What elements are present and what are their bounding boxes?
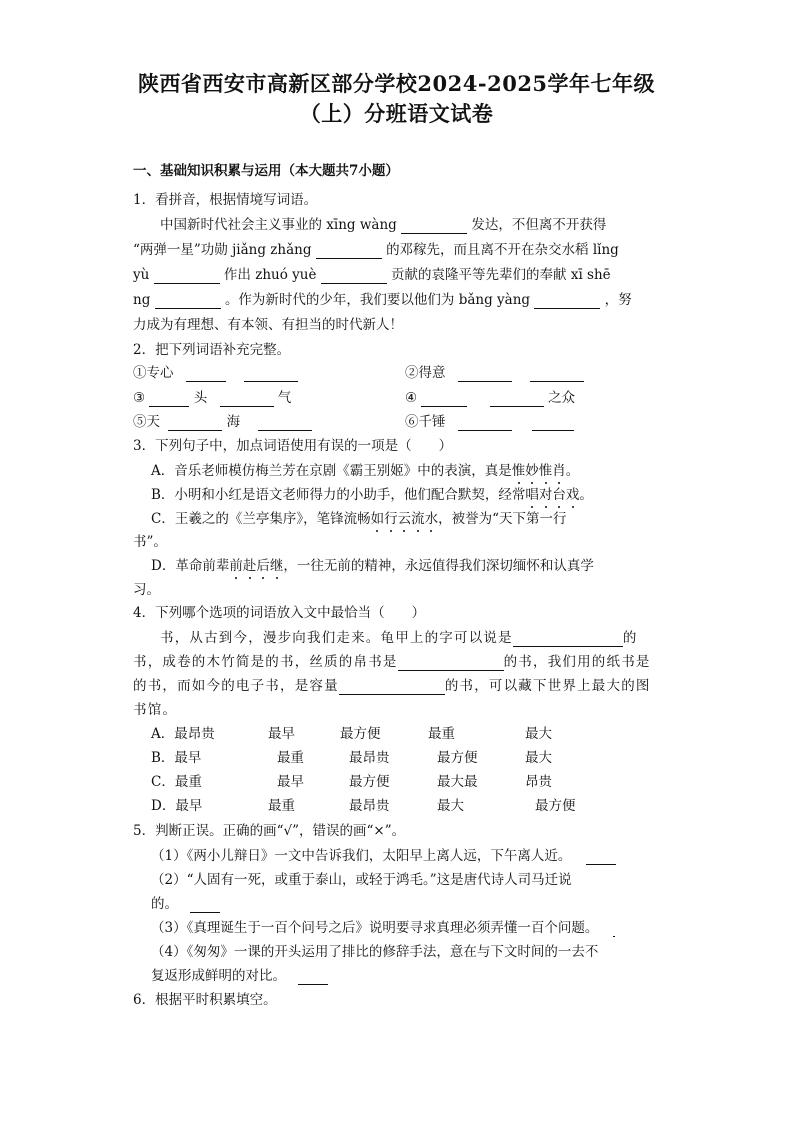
q5-stem: 5．判断正误。正确的画“√”，错误的画“×”。: [133, 823, 406, 839]
q4-option-word: 最昂贵: [349, 798, 390, 814]
q1-text: yù: [133, 267, 150, 283]
q2-label: 气: [277, 390, 292, 406]
q2-label: ④: [405, 390, 418, 406]
q4-option-word: 最方便: [340, 726, 381, 742]
q1-blank-xingwang[interactable]: [401, 219, 467, 234]
q1-text: ，努: [604, 292, 632, 308]
q1-blank-lingyu[interactable]: [154, 269, 220, 284]
q2-blank[interactable]: [530, 367, 584, 382]
page-title-line-2: （上）分班语文试卷: [299, 101, 494, 126]
q4-option-word: 最大: [437, 798, 464, 814]
q2-label: 头: [193, 390, 208, 406]
q2-label: ③: [133, 390, 146, 406]
q5-answer-blank-4[interactable]: [298, 970, 328, 985]
q5-statement-2: （2）“人固有一死，或重于泰山，或轻于鸿毛。”这是唐代诗人司马迁说: [151, 872, 572, 888]
q2-blank[interactable]: [186, 367, 226, 382]
q4-option-word: 最方便: [437, 750, 478, 766]
q2-item-3: [133, 389, 291, 407]
q1-line-4: [133, 291, 632, 309]
q2-blank[interactable]: [258, 416, 312, 431]
q4-option-word: 最大: [525, 750, 552, 766]
q2-item-5: [133, 413, 312, 431]
q2-label: ⑤天: [133, 414, 160, 430]
q1-text: 中国新时代社会主义事业的 xīng wàng: [160, 217, 397, 233]
q4-option-word: 最昂贵: [349, 750, 390, 766]
q2-blank[interactable]: [244, 367, 298, 382]
q1-text: 。作为新时代的少年，我们要以他们为 bǎng yàng: [224, 292, 531, 308]
q4-blank-3[interactable]: [339, 680, 445, 695]
passage-text: 书，从古到今，漫步向我们走来。龟甲上的字可以说是: [160, 630, 513, 646]
passage-text: 的书，而如今的电子书，是容量: [133, 678, 339, 694]
q3-option-d[interactable]: [151, 557, 594, 575]
q2-blank[interactable]: [458, 416, 512, 431]
q1-text: 贡献的袁隆平等先辈们的奉献 xī shē: [391, 267, 611, 283]
q4-option-word: 最早: [268, 726, 295, 742]
q5-answer-blank-1[interactable]: [586, 850, 616, 865]
q4-option-word: 最重: [268, 798, 295, 814]
statement-text: （1）《两小儿辩日》一文中告诉我们，太阳早上离人远，下午离人近。: [151, 848, 572, 864]
q5-statement-1: [151, 847, 616, 865]
dotted-phrase: 如行云流水: [370, 511, 439, 527]
q4-option-word: 最重: [428, 726, 455, 742]
q5-statement-2-cont: [151, 895, 220, 913]
q5-answer-blank-2[interactable]: [190, 898, 220, 913]
q1-blank-bangyang[interactable]: [534, 294, 600, 309]
q2-item-4: [405, 389, 575, 407]
q4-option-label[interactable]: C．最重: [151, 774, 202, 790]
option-text: D．革命前辈: [151, 558, 230, 574]
q6-stem: 6．根据平时积累填空。: [133, 992, 277, 1008]
q3-option-d-cont: 习。: [133, 582, 160, 598]
passage-text: 的书，可以藏下世界上最大的图: [444, 678, 651, 694]
option-text: 。: [579, 487, 593, 503]
q4-option-label[interactable]: B．最早: [151, 750, 202, 766]
statement-text: 复返形成鲜明的对比。: [151, 968, 286, 984]
q3-stem: 3．下列句子中，加点词语使用有误的一项是（ ）: [133, 438, 453, 454]
q4-option-word: 最重: [277, 750, 304, 766]
q4-option-word: 最方便: [349, 774, 390, 790]
q3-option-b[interactable]: [151, 486, 593, 504]
q1-line-1: [160, 216, 606, 234]
q5-statement-4: （4）《匆匆》一课的开头运用了排比的修辞手法，意在与下文时间的一去不: [151, 944, 599, 960]
q2-label: ①专心: [133, 365, 174, 381]
option-text: ，一往无前的精神，永远值得我们深切缅怀和认真学: [283, 558, 594, 574]
option-text: ，被誉为“天下第一行: [438, 511, 567, 527]
dotted-phrase: 前赴后继: [229, 558, 284, 574]
option-text: 。: [565, 463, 580, 479]
option-text: A．音乐老师模仿梅兰芳在京剧《霸王别姬》中的表演，真是: [151, 463, 512, 479]
q4-option-label[interactable]: A．最昂贵: [151, 726, 215, 742]
q4-option-label[interactable]: D．最早: [151, 798, 203, 814]
q2-blank[interactable]: [168, 416, 222, 431]
q2-item-6: [405, 413, 574, 431]
q2-label: 海: [226, 414, 241, 430]
statement-text: 的。: [151, 896, 178, 912]
passage-text: 书，成卷的木竹简是的书，丝质的帛书是: [133, 654, 398, 670]
q2-label: ⑥千锤: [405, 414, 446, 430]
q1-blank-jiangzhang[interactable]: [316, 244, 382, 259]
q4-passage-line-3: [133, 677, 651, 695]
q1-line-3: [133, 266, 611, 284]
q5-statement-3: [151, 919, 615, 937]
q1-stem: 1．看拼音，根据情境写词语。: [133, 192, 318, 208]
q2-stem: 2．把下列词语补充完整。: [133, 342, 291, 358]
dotted-phrase: 唱对台戏: [525, 487, 580, 503]
q3-option-a[interactable]: [151, 462, 579, 480]
q4-blank-1[interactable]: [513, 632, 623, 647]
q4-option-word: 最大最: [437, 774, 478, 790]
q2-blank[interactable]: [149, 392, 189, 407]
q4-option-word: 昂贵: [525, 774, 552, 790]
q1-line-2: [133, 241, 619, 259]
q4-passage-line-2: [133, 653, 651, 671]
option-text: C．王羲之的《兰亭集序》，笔锋流畅: [151, 511, 371, 527]
q2-blank[interactable]: [490, 392, 544, 407]
q2-item-2: [405, 364, 584, 382]
q5-answer-blank-3[interactable]: [613, 922, 615, 937]
q1-text: 的邓稼先，而且离不开在杂交水稻 lǐng: [386, 242, 619, 258]
q2-label: ②得意: [405, 365, 446, 381]
page-title-line-1: 陕西省西安市高新区部分学校2024-2025学年七年级: [137, 71, 656, 96]
section-heading: 一、基础知识积累与运用（本大题共7小题）: [133, 163, 399, 179]
q4-option-word: 最方便: [535, 798, 576, 814]
q4-passage-line-4: 书馆。: [133, 702, 178, 718]
passage-text: 的书，我们用的纸书是: [503, 654, 651, 670]
q1-text: 作出 zhuó yuè: [223, 267, 317, 283]
q1-text: ng: [133, 292, 151, 308]
q2-blank[interactable]: [220, 392, 274, 407]
dotted-phrase: 惟妙惟肖: [511, 463, 566, 479]
q3-option-c-cont: 书”。: [133, 534, 167, 550]
q5-statement-4-cont: [151, 967, 328, 985]
q1-blank-zhuoyue[interactable]: [321, 269, 387, 284]
q4-option-word: 最大: [525, 726, 552, 742]
q4-passage-line-1: [160, 629, 638, 647]
q2-blank[interactable]: [532, 416, 574, 431]
q1-blank-xisheng[interactable]: [155, 294, 221, 309]
q3-option-c[interactable]: [151, 510, 567, 528]
q1-line-5: 力成为有理想、有本领、有担当的时代新人！: [133, 317, 403, 333]
option-text: B．小明和小红是语文老师得力的小助手，他们配合默契，经常: [151, 487, 526, 503]
q2-item-1: [133, 364, 298, 382]
statement-text: （3）《真理诞生于一百个问号之后》说明要寻求真理必须弄懂一百个问题。: [151, 920, 599, 936]
q2-blank[interactable]: [421, 392, 467, 407]
passage-text: 的: [622, 630, 638, 646]
q4-stem: 4．下列哪个选项的词语放入文中最恰当（ ）: [133, 605, 426, 621]
q2-blank[interactable]: [458, 367, 512, 382]
q2-label: 之众: [548, 390, 575, 406]
q1-text: 发达，不但离不开获得: [471, 217, 607, 233]
q1-text: “两弹一星”功勋 jiǎng zhǎng: [133, 242, 312, 258]
q4-option-word: 最早: [277, 774, 304, 790]
q4-blank-2[interactable]: [398, 656, 504, 671]
